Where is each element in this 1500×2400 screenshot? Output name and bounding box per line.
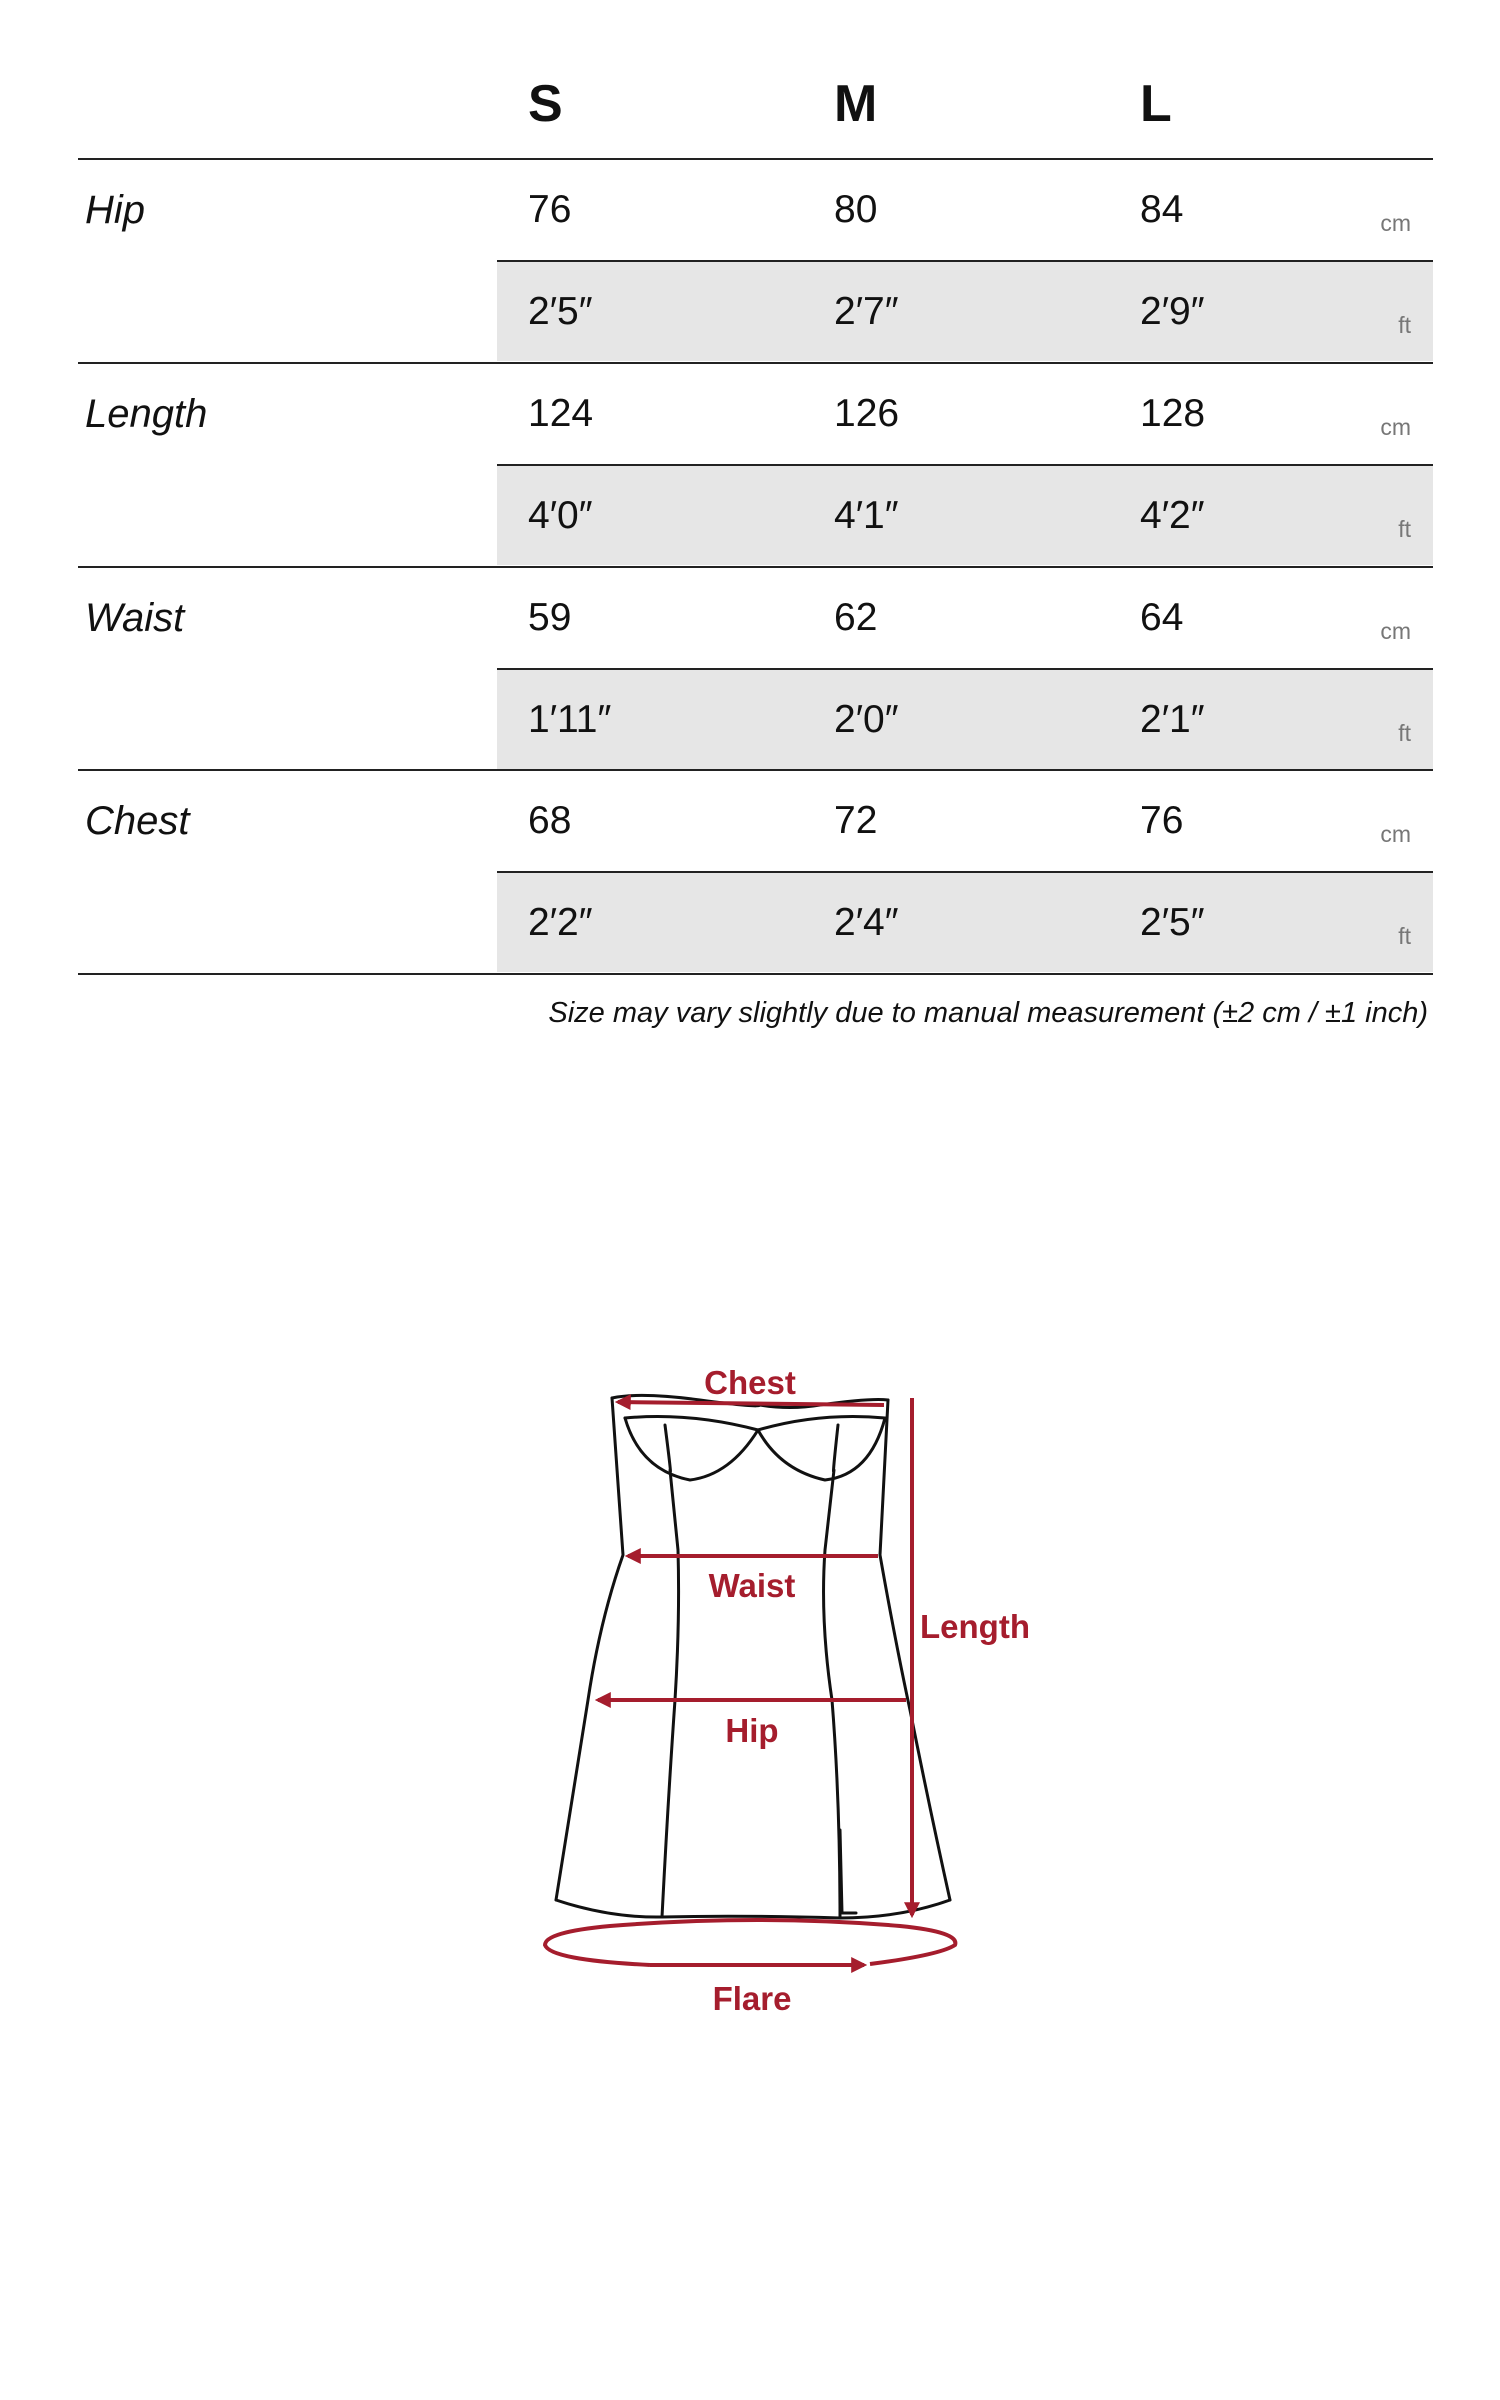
length-cm-unit: cm bbox=[1380, 414, 1411, 440]
dress-outline bbox=[556, 1395, 950, 1918]
chest-ft-m: 2′4″ bbox=[834, 901, 899, 944]
hip-ft-l: 2′9″ bbox=[1140, 290, 1205, 333]
ft-band-length bbox=[497, 465, 1433, 565]
row-label-hip: Hip bbox=[85, 188, 146, 232]
size-header-s: S bbox=[528, 75, 563, 133]
waist-cm-l: 64 bbox=[1140, 596, 1184, 639]
waist-cm-s: 59 bbox=[528, 596, 572, 639]
sub-divider-waist bbox=[497, 668, 1433, 670]
length-ft-s: 4′0″ bbox=[528, 494, 593, 537]
chest-ft-s: 2′2″ bbox=[528, 901, 593, 944]
chest-cm-m: 72 bbox=[834, 799, 878, 842]
waist-label: Waist bbox=[708, 1567, 796, 1604]
length-ft-l: 4′2″ bbox=[1140, 494, 1205, 537]
sub-divider-hip bbox=[497, 260, 1433, 262]
waist-ft-m: 2′0″ bbox=[834, 698, 899, 741]
table-top-rule bbox=[78, 158, 1433, 160]
ft-band-hip bbox=[497, 261, 1433, 361]
table-bottom-rule bbox=[78, 973, 1433, 975]
hip-ft-m: 2′7″ bbox=[834, 290, 899, 333]
measurement-note: Size may vary slightly due to manual measurement (±2 cm / ±1 inch) bbox=[548, 997, 1428, 1029]
chest-ft-l: 2′5″ bbox=[1140, 901, 1205, 944]
length-cm-m: 126 bbox=[834, 392, 900, 435]
waist-ft-s: 1′11″ bbox=[528, 698, 612, 741]
chest-label: Chest bbox=[704, 1364, 796, 1401]
sub-divider-chest bbox=[497, 871, 1433, 873]
chest-ft-unit: ft bbox=[1398, 923, 1411, 949]
waist-cm-unit: cm bbox=[1380, 618, 1411, 644]
hip-cm-unit: cm bbox=[1380, 210, 1411, 236]
waist-ft-l: 2′1″ bbox=[1140, 698, 1205, 741]
chest-arrow bbox=[618, 1402, 884, 1405]
size-header-l: L bbox=[1140, 75, 1172, 133]
row-divider-waist bbox=[78, 769, 1433, 771]
flare-ellipse bbox=[545, 1920, 955, 1965]
row-label-length: Length bbox=[85, 392, 208, 436]
waist-ft-unit: ft bbox=[1398, 720, 1411, 746]
hip-label: Hip bbox=[725, 1712, 779, 1749]
chest-cm-unit: cm bbox=[1380, 821, 1411, 847]
hip-ft-s: 2′5″ bbox=[528, 290, 593, 333]
chest-cm-l: 76 bbox=[1140, 799, 1184, 842]
length-cm-l: 128 bbox=[1140, 392, 1206, 435]
flare-label: Flare bbox=[712, 1980, 792, 2017]
chest-cm-s: 68 bbox=[528, 799, 572, 842]
length-ft-unit: ft bbox=[1398, 516, 1411, 542]
row-divider-hip bbox=[78, 362, 1433, 364]
sub-divider-length bbox=[497, 464, 1433, 466]
row-label-waist: Waist bbox=[85, 596, 185, 640]
hip-cm-l: 84 bbox=[1140, 188, 1184, 231]
row-divider-length bbox=[78, 566, 1433, 568]
hip-cm-m: 80 bbox=[834, 188, 878, 231]
row-label-chest: Chest bbox=[85, 799, 190, 843]
length-cm-s: 124 bbox=[528, 392, 594, 435]
ft-band-chest bbox=[497, 872, 1433, 972]
length-label: Length bbox=[920, 1608, 1030, 1645]
hip-ft-unit: ft bbox=[1398, 312, 1411, 338]
length-ft-m: 4′1″ bbox=[834, 494, 899, 537]
ft-band-waist bbox=[497, 669, 1433, 769]
hip-cm-s: 76 bbox=[528, 188, 572, 231]
size-header-m: M bbox=[834, 75, 878, 133]
waist-cm-m: 62 bbox=[834, 596, 878, 639]
